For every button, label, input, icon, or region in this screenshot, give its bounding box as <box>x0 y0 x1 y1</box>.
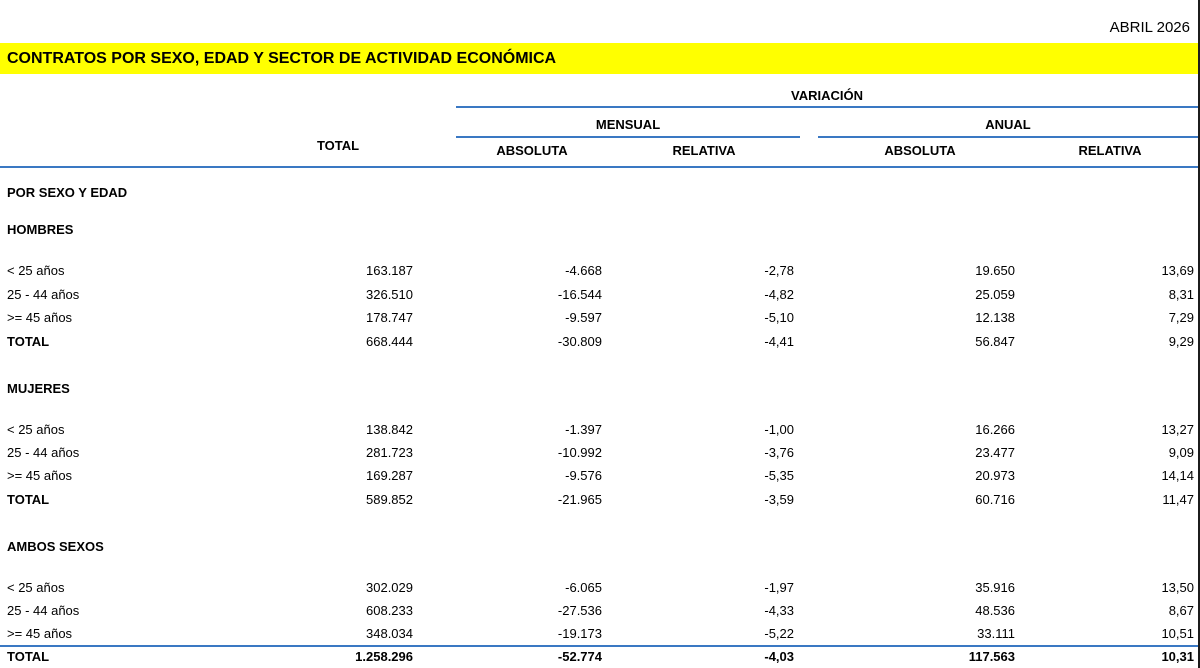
header-total: TOTAL <box>316 138 360 153</box>
cell-mensual-absoluta: -4.668 <box>565 263 602 278</box>
row-label: >= 45 años <box>7 626 73 641</box>
cell-anual-absoluta: 33.111 <box>977 626 1015 641</box>
cell-anual-absoluta: 25.059 <box>975 287 1015 302</box>
cell-mensual-relativa: -3,59 <box>764 492 794 507</box>
row-label: < 25 años <box>7 580 65 595</box>
cell-anual-relativa: 8,67 <box>1168 603 1194 618</box>
cell-total: 178.747 <box>366 310 413 325</box>
cell-mensual-relativa: -1,97 <box>764 580 794 595</box>
divider-anual <box>818 136 1198 138</box>
divider-variacion <box>456 106 1198 108</box>
cell-mensual-relativa: -5,22 <box>764 626 794 641</box>
header-mensual-absoluta: ABSOLUTA <box>496 143 568 158</box>
header-variacion: VARIACIÓN <box>791 88 863 103</box>
cell-mensual-relativa: -1,00 <box>764 422 794 437</box>
table-row <box>0 442 1198 464</box>
cell-mensual-absoluta: -9.597 <box>565 310 602 325</box>
cell-total: 668.444 <box>366 334 413 349</box>
table-row <box>0 260 1198 282</box>
row-label: 25 - 44 años <box>7 603 80 618</box>
row-label: 25 - 44 años <box>7 445 80 460</box>
cell-mensual-relativa: -5,10 <box>764 310 794 325</box>
cell-total: 589.852 <box>366 492 413 507</box>
table-row <box>0 577 1198 599</box>
group-title-ambos-sexos: AMBOS SEXOS <box>7 539 104 554</box>
cell-anual-absoluta: 117.563 <box>968 649 1015 664</box>
cell-mensual-absoluta: -10.992 <box>557 445 602 460</box>
cell-anual-relativa: 7,29 <box>1168 310 1194 325</box>
header-mensual-relativa: RELATIVA <box>672 143 736 158</box>
cell-mensual-relativa: -5,35 <box>764 468 794 483</box>
group-title-mujeres: MUJERES <box>7 381 70 396</box>
cell-total: 163.187 <box>366 263 413 278</box>
row-label: >= 45 años <box>7 468 73 483</box>
cell-anual-relativa: 9,29 <box>1168 334 1194 349</box>
cell-anual-relativa: 9,09 <box>1168 445 1194 460</box>
table-row-total <box>0 331 1198 353</box>
cell-mensual-absoluta: -9.576 <box>565 468 602 483</box>
cell-anual-relativa: 8,31 <box>1168 287 1194 302</box>
cell-mensual-absoluta: -21.965 <box>557 492 602 507</box>
header-bottom-divider <box>0 166 1198 168</box>
cell-total: 281.723 <box>366 445 413 460</box>
table-row <box>0 419 1198 441</box>
table-row <box>0 307 1198 329</box>
header-anual: ANUAL <box>985 117 1031 132</box>
header-anual-absoluta: ABSOLUTA <box>884 143 956 158</box>
header-mensual: MENSUAL <box>595 117 661 132</box>
cell-mensual-absoluta: -19.173 <box>557 626 602 641</box>
cell-anual-absoluta: 23.477 <box>975 445 1015 460</box>
cell-anual-relativa: 11,47 <box>1162 492 1194 507</box>
cell-mensual-absoluta: -6.065 <box>565 580 602 595</box>
table-row <box>0 465 1198 487</box>
header-anual-relativa: RELATIVA <box>1078 143 1142 158</box>
cell-anual-relativa: 13,27 <box>1161 422 1194 437</box>
cell-anual-absoluta: 16.266 <box>975 422 1015 437</box>
cell-mensual-relativa: -4,33 <box>764 603 794 618</box>
cell-anual-relativa: 13,50 <box>1161 580 1194 595</box>
cell-total: 169.287 <box>366 468 413 483</box>
cell-mensual-relativa: -2,78 <box>764 263 794 278</box>
divider-mensual <box>456 136 800 138</box>
cell-anual-relativa: 13,69 <box>1161 263 1194 278</box>
cell-anual-relativa: 14,14 <box>1161 468 1194 483</box>
table-row <box>0 600 1198 622</box>
table-row <box>0 623 1198 645</box>
cell-mensual-absoluta: -27.536 <box>557 603 602 618</box>
section-title: POR SEXO Y EDAD <box>7 185 128 200</box>
cell-mensual-relativa: -4,03 <box>764 649 794 664</box>
cell-anual-relativa: 10,51 <box>1161 626 1194 641</box>
cell-mensual-relativa: -4,82 <box>764 287 794 302</box>
cell-total: 1.258.296 <box>355 649 413 664</box>
cell-mensual-relativa: -4,41 <box>764 334 794 349</box>
table-row <box>0 284 1198 306</box>
cell-anual-absoluta: 48.536 <box>975 603 1015 618</box>
row-label: < 25 años <box>7 263 65 278</box>
cell-anual-absoluta: 12.138 <box>975 310 1015 325</box>
cell-anual-absoluta: 20.973 <box>975 468 1015 483</box>
cell-total: 326.510 <box>366 287 413 302</box>
cell-mensual-absoluta: -52.774 <box>557 649 602 664</box>
row-label: TOTAL <box>7 492 50 507</box>
cell-mensual-absoluta: -1.397 <box>565 422 602 437</box>
cell-mensual-relativa: -3,76 <box>764 445 794 460</box>
cell-anual-relativa: 10,31 <box>1161 649 1194 664</box>
report-title: CONTRATOS POR SEXO, EDAD Y SECTOR DE ACTIVIDAD ECONÓMICA <box>0 43 1198 74</box>
row-label: < 25 años <box>7 422 65 437</box>
table-row-grand-total <box>0 646 1198 668</box>
group-title-hombres: HOMBRES <box>7 222 74 237</box>
cell-anual-absoluta: 60.716 <box>975 492 1015 507</box>
row-label: 25 - 44 años <box>7 287 80 302</box>
cell-total: 608.233 <box>366 603 413 618</box>
row-label: >= 45 años <box>7 310 73 325</box>
table-row-total <box>0 489 1198 511</box>
cell-anual-absoluta: 35.916 <box>975 580 1015 595</box>
cell-total: 302.029 <box>366 580 413 595</box>
cell-total: 138.842 <box>366 422 413 437</box>
row-label: TOTAL <box>7 334 50 349</box>
report-period: ABRIL 2026 <box>1109 19 1190 36</box>
row-label: TOTAL <box>7 649 50 664</box>
cell-mensual-absoluta: -30.809 <box>557 334 602 349</box>
cell-anual-absoluta: 19.650 <box>975 263 1015 278</box>
cell-anual-absoluta: 56.847 <box>975 334 1015 349</box>
cell-mensual-absoluta: -16.544 <box>557 287 602 302</box>
cell-total: 348.034 <box>366 626 413 641</box>
